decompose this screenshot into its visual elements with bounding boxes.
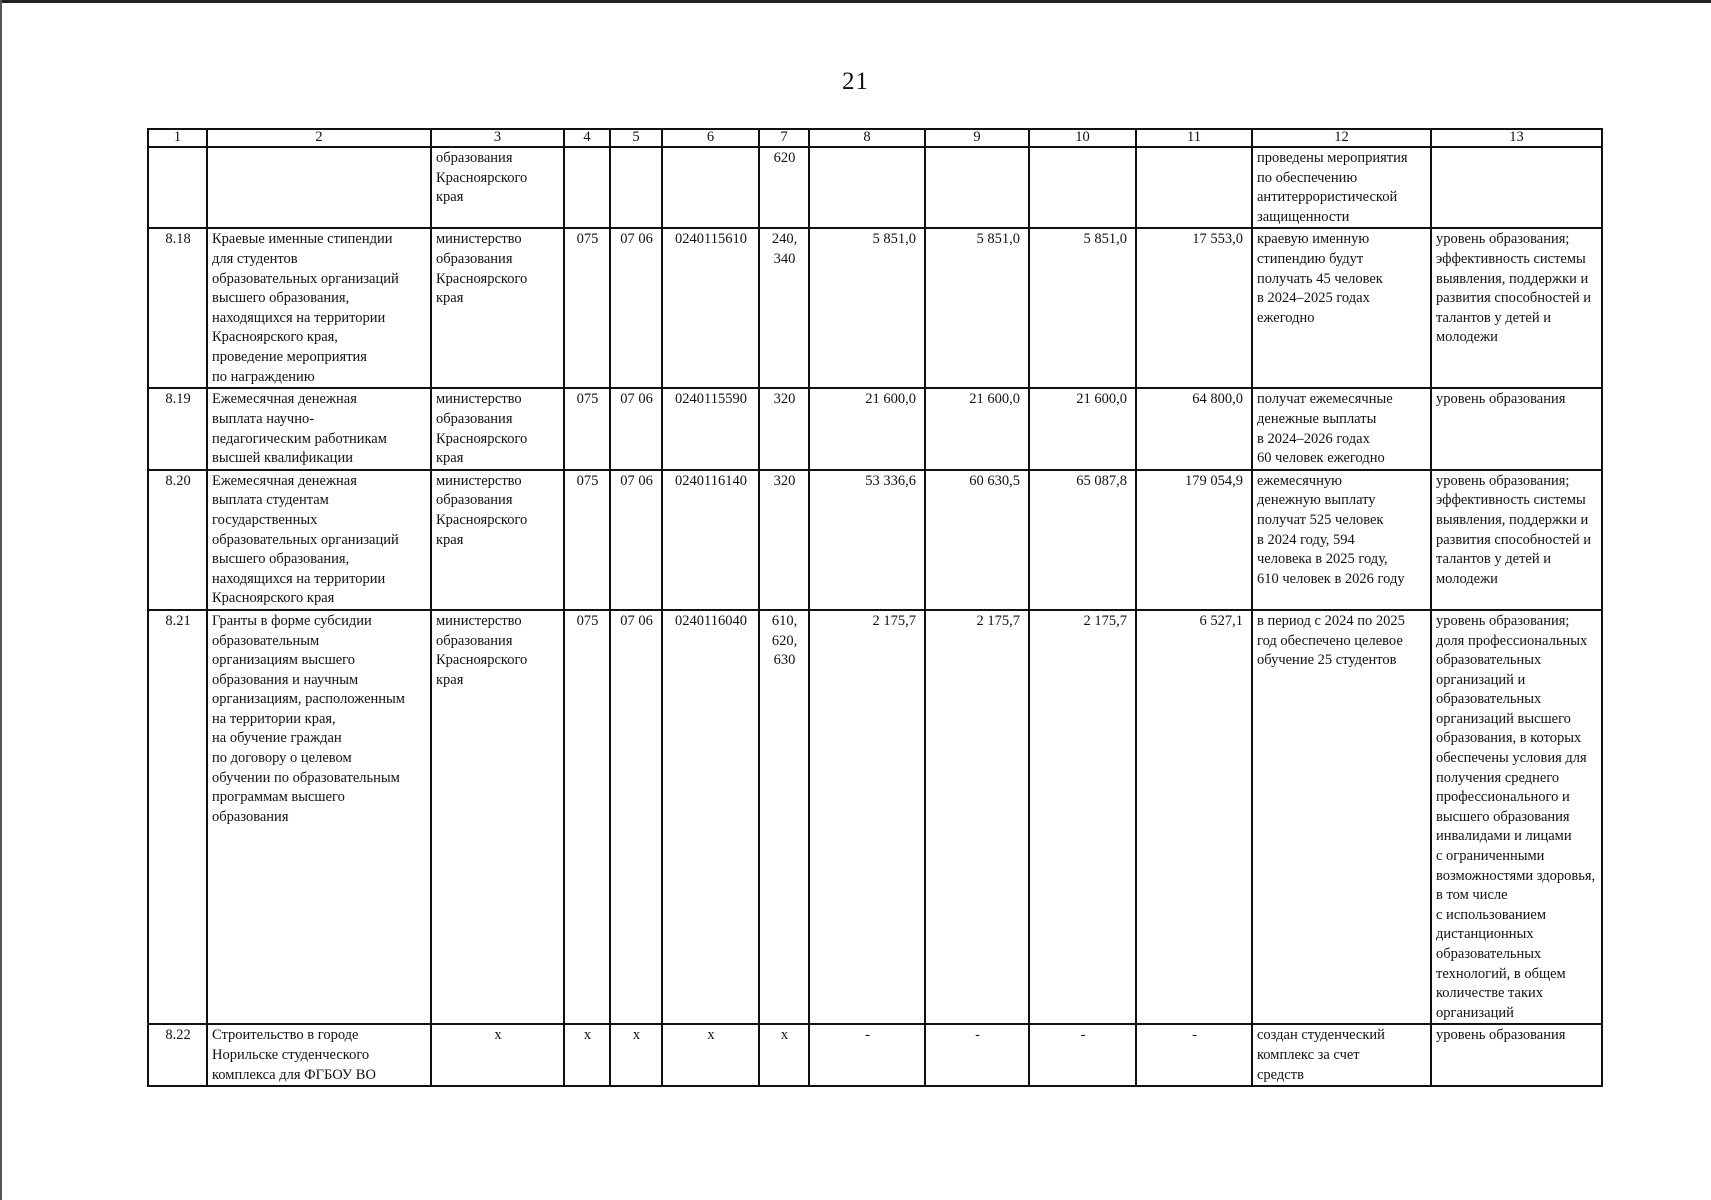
csr-code: 0240115610 (662, 228, 759, 388)
amount-2025: 60 630,5 (925, 470, 1029, 610)
amount-total: 64 800,0 (1136, 388, 1252, 469)
expected-result: краевую именную стипендию будут получать 45 человек в 2024–2025 годах ежегодно (1252, 228, 1431, 388)
expected-result: проведены мероприятия по обеспечению антитеррористической защищенности (1252, 147, 1431, 228)
indicator: уровень образования (1431, 388, 1602, 469)
vr-code: х (759, 1024, 809, 1086)
amount-2025: 21 600,0 (925, 388, 1029, 469)
csr-code: 0240115590 (662, 388, 759, 469)
grbs-code: 075 (564, 610, 610, 1024)
vr-code: 610, 620, 630 (759, 610, 809, 1024)
row-number: 8.20 (148, 470, 207, 610)
amount-2026: 21 600,0 (1029, 388, 1136, 469)
rzpr-code: 07 06 (610, 470, 662, 610)
column-header-12: 12 (1252, 129, 1431, 147)
amount-2025 (925, 147, 1029, 228)
column-header-1: 1 (148, 129, 207, 147)
grbs-code: 075 (564, 470, 610, 610)
column-header-11: 11 (1136, 129, 1252, 147)
column-header-3: 3 (431, 129, 564, 147)
expected-result: в период с 2024 по 2025 год обеспечено целевое обучение 25 студентов (1252, 610, 1431, 1024)
csr-code (662, 147, 759, 228)
amount-2024: - (809, 1024, 925, 1086)
column-header-13: 13 (1431, 129, 1602, 147)
amount-2024: 53 336,6 (809, 470, 925, 610)
executor: министерство образования Красноярского края (431, 470, 564, 610)
amount-total: 17 553,0 (1136, 228, 1252, 388)
executor: министерство образования Красноярского края (431, 610, 564, 1024)
amount-2025: 2 175,7 (925, 610, 1029, 1024)
vr-code: 320 (759, 388, 809, 469)
activity-name: Гранты в форме субсидии образовательным организациям высшего образования и научным организациям, расположенным на территории края, на обучение граждан по договору о целевом обучении по образовательным программам высшего образования (207, 610, 431, 1024)
amount-2026 (1029, 147, 1136, 228)
column-header-8: 8 (809, 129, 925, 147)
table-row (148, 228, 1602, 388)
vr-code: 620 (759, 147, 809, 228)
grbs-code: 075 (564, 228, 610, 388)
amount-total (1136, 147, 1252, 228)
grbs-code: 075 (564, 388, 610, 469)
row-number: 8.21 (148, 610, 207, 1024)
executor: х (431, 1024, 564, 1086)
indicator: уровень образования (1431, 1024, 1602, 1086)
amount-2026: 5 851,0 (1029, 228, 1136, 388)
column-header-10: 10 (1029, 129, 1136, 147)
activity-name (207, 147, 431, 228)
rzpr-code: 07 06 (610, 228, 662, 388)
csr-code: х (662, 1024, 759, 1086)
row-number: 8.18 (148, 228, 207, 388)
table-row (148, 1024, 1602, 1086)
vr-code: 320 (759, 470, 809, 610)
activity-name: Строительство в городе Норильске студенческого комплекса для ФГБОУ ВО (207, 1024, 431, 1086)
activity-name: Ежемесячная денежная выплата научно- педагогическим работникам высшей квалификации (207, 388, 431, 469)
executor: образования Красноярского края (431, 147, 564, 228)
scan-top-edge (0, 0, 1711, 3)
vr-code: 240, 340 (759, 228, 809, 388)
table-row (148, 470, 1602, 610)
activity-name: Краевые именные стипендии для студентов образовательных организаций высшего образования, находящихся на территории Красноярского края, проведение мероприятия по награждению (207, 228, 431, 388)
expected-result: ежемесячную денежную выплату получат 525 человек в 2024 году, 594 человека в 2025 году, 610 человек в 2026 году (1252, 470, 1431, 610)
executor: министерство образования Красноярского края (431, 228, 564, 388)
amount-2025: 5 851,0 (925, 228, 1029, 388)
rzpr-code: х (610, 1024, 662, 1086)
column-header-4: 4 (564, 129, 610, 147)
indicator: уровень образования; доля профессиональных образовательных организаций и образовательных организаций высшего образования, в которых обеспечены условия для получения среднего профессионального и высшего образования инвалидами и лицами с ограниченными возможностями здоровья, в том числе с использованием дистанционных образовательных технологий, в общем количестве таких организаций (1431, 610, 1602, 1024)
grbs-code: х (564, 1024, 610, 1086)
executor: министерство образования Красноярского края (431, 388, 564, 469)
column-header-5: 5 (610, 129, 662, 147)
expected-result: получат ежемесячные денежные выплаты в 2024–2026 годах 60 человек ежегодно (1252, 388, 1431, 469)
csr-code: 0240116140 (662, 470, 759, 610)
amount-total: 6 527,1 (1136, 610, 1252, 1024)
indicator (1431, 147, 1602, 228)
rzpr-code: 07 06 (610, 610, 662, 1024)
indicator: уровень образования; эффективность системы выявления, поддержки и развития способностей и талантов у детей и молодежи (1431, 470, 1602, 610)
column-header-2: 2 (207, 129, 431, 147)
amount-2024: 2 175,7 (809, 610, 925, 1024)
csr-code: 0240116040 (662, 610, 759, 1024)
amount-2026: 2 175,7 (1029, 610, 1136, 1024)
table-row (148, 147, 1602, 228)
activity-name: Ежемесячная денежная выплата студентам государственных образовательных организаций высшего образования, находящихся на территории Красноярского края (207, 470, 431, 610)
amount-total: - (1136, 1024, 1252, 1086)
rzpr-code (610, 147, 662, 228)
column-header-7: 7 (759, 129, 809, 147)
amount-2024 (809, 147, 925, 228)
column-number-row (148, 129, 1602, 147)
amount-2024: 5 851,0 (809, 228, 925, 388)
table-row (148, 610, 1602, 1024)
amount-2026: - (1029, 1024, 1136, 1086)
column-header-6: 6 (662, 129, 759, 147)
table-row (148, 388, 1602, 469)
program-activities-table (147, 128, 1603, 1087)
row-number: 8.22 (148, 1024, 207, 1086)
page-number: 21 (842, 68, 869, 95)
grbs-code (564, 147, 610, 228)
row-number: 8.19 (148, 388, 207, 469)
expected-result: создан студенческий комплекс за счет средств (1252, 1024, 1431, 1086)
amount-total: 179 054,9 (1136, 470, 1252, 610)
amount-2024: 21 600,0 (809, 388, 925, 469)
amount-2025: - (925, 1024, 1029, 1086)
amount-2026: 65 087,8 (1029, 470, 1136, 610)
scan-left-edge (0, 0, 2, 1200)
rzpr-code: 07 06 (610, 388, 662, 469)
row-number (148, 147, 207, 228)
indicator: уровень образования; эффективность системы выявления, поддержки и развития способностей и талантов у детей и молодежи (1431, 228, 1602, 388)
column-header-9: 9 (925, 129, 1029, 147)
